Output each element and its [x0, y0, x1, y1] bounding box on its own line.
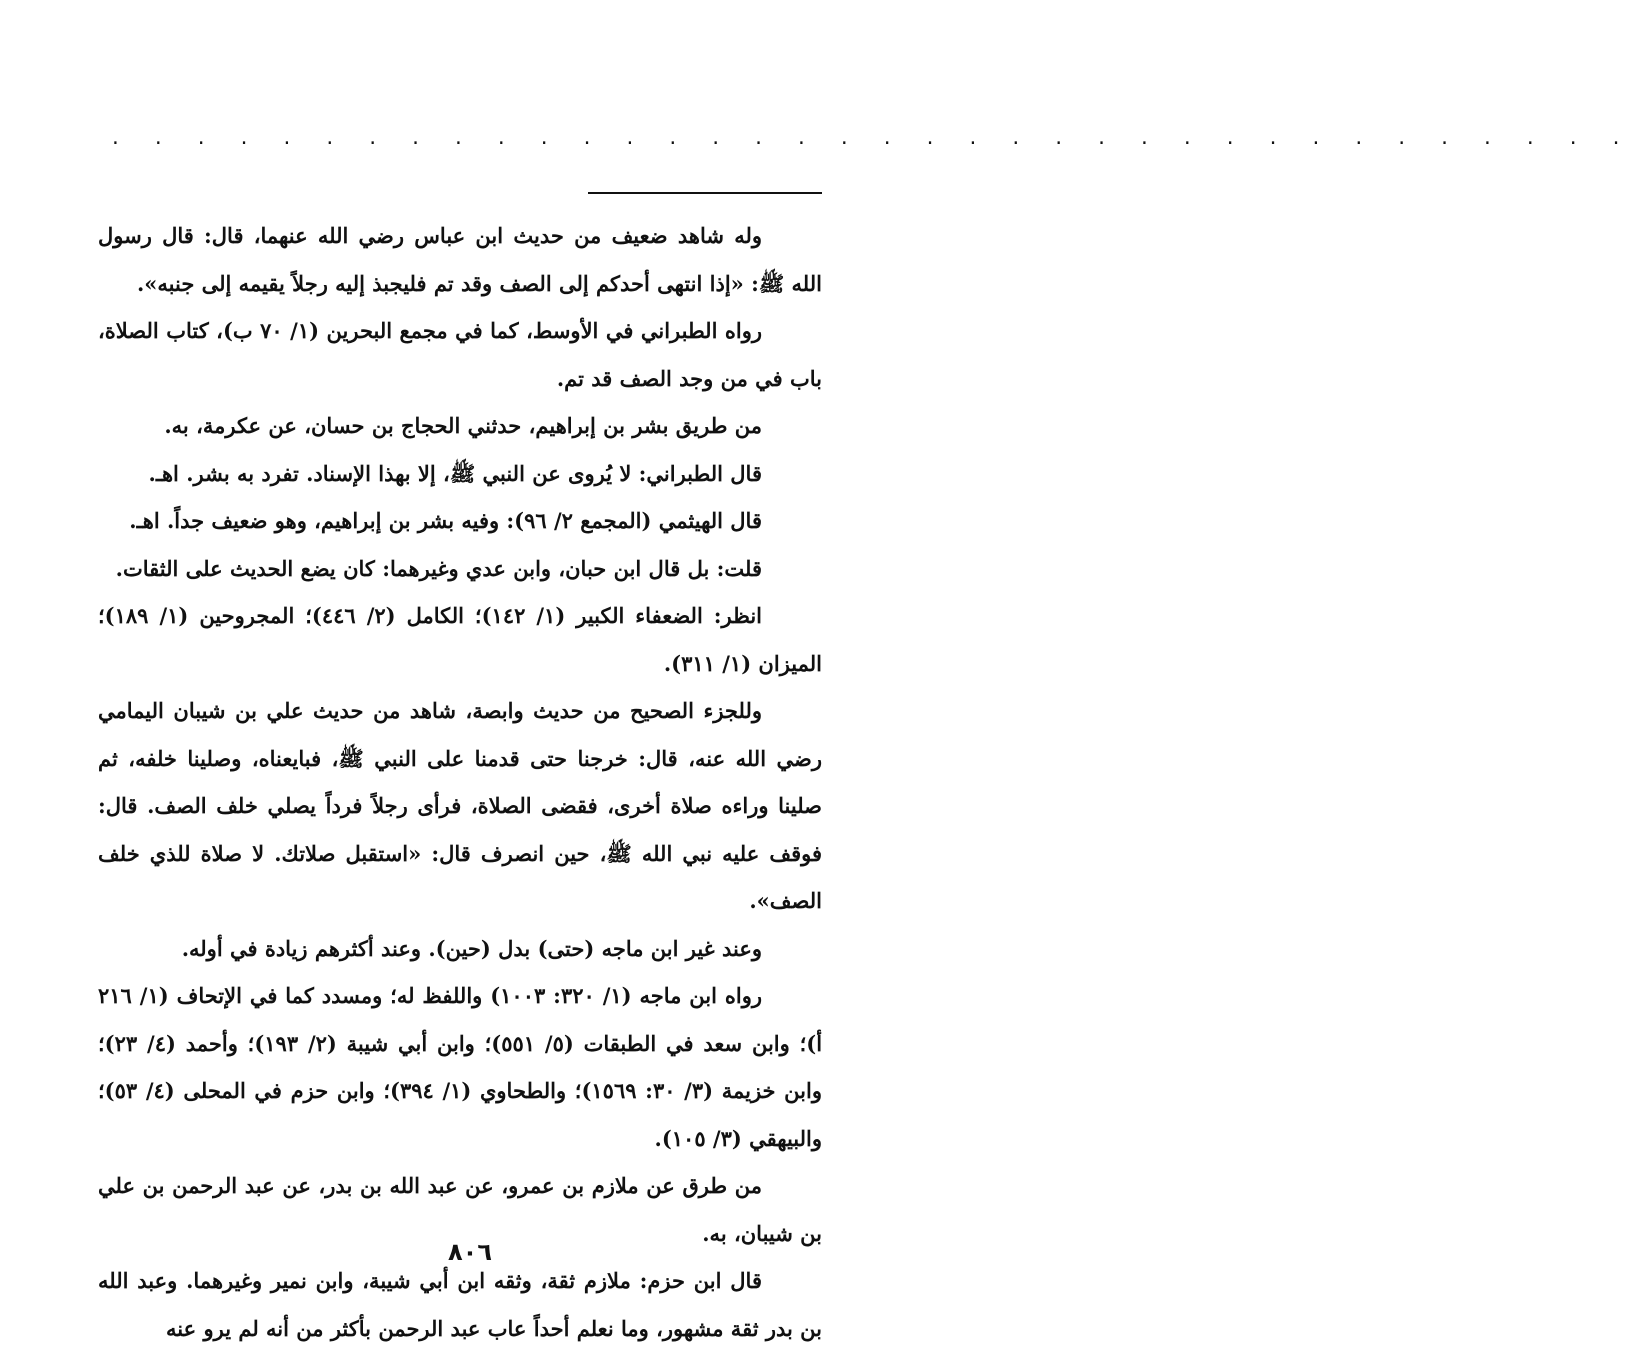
- paragraph: وعند غير ابن ماجه (حتى) بدل (حين). وعند أكثرهم زيادة في أوله.: [181, 935, 762, 961]
- paragraph: رواه الطبراني في الأوسط، كما في مجمع البحرين (١/ ٧٠ ب)، كتاب الصلاة، باب في من وجد الصف قد تم.: [98, 318, 822, 391]
- paragraph: رواه ابن ماجه (١/ ٣٢٠: ١٠٠٣) واللفظ له؛ ومسدد كما في الإتحاف (١/ ٢١٦ أ)؛ وابن سعد في الطبقات (٥/ ٥٥١)؛ وابن أبي شيبة (٢/ ١٩٣)؛ وأحمد (٤/ ٢٣)؛ وابن خزيمة (٣/ ٣٠: ١٥٦٩)؛ والطحاوي (١/ ٣٩٤)؛ وابن حزم في المحلى (٤/ ٥٣)؛ والبيهقي (٣/ ١٠٥).: [98, 983, 823, 1151]
- page-number: ٨٠٦: [448, 1238, 492, 1266]
- paragraph: قلت: بل قال ابن حبان، وابن عدي وغيرهما: كان يضع الحديث على الثقات.: [115, 555, 762, 581]
- paragraph: من طريق بشر بن إبراهيم، حدثني الحجاج بن حسان، عن عكرمة، به.: [164, 413, 762, 438]
- paragraph: قال الهيثمي (المجمع ٢/ ٩٦): وفيه بشر بن إبراهيم، وهو ضعيف جداً. اهـ.: [129, 508, 762, 533]
- paragraph: انظر: الضعفاء الكبير (١/ ١٤٢)؛ الكامل (٢/ ٤٤٦)؛ المجروحين (١/ ١٨٩)؛ الميزان (١/ ٣١١).: [98, 603, 822, 676]
- paragraph: وله شاهد ضعيف من حديث ابن عباس رضي الله عنهما، قال: قال رسول الله ﷺ: «إذا انتهى أحدكم إلى الصف وقد تم فليجبذ إليه رجلاً يقيمه إلى جنبه».: [98, 223, 822, 296]
- paragraph: وللجزء الصحيح من حديث وابصة، شاهد من حديث علي بن شيبان اليمامي رضي الله عنه، قال: خرجنا حتى قدمنا على النبي ﷺ، فبايعناه، وصلينا خلفه، ثم صلينا وراءه صلاة أخرى، فقضى الصلاة، فرأى رجلاً فرداً يصلي خلف الصف. قال: فوقف عليه نبي الله ﷺ، حين انصرف قال: «استقبل صلاتك. لا صلاة للذي خلف الصف».: [98, 698, 822, 913]
- footnote-rule: [588, 192, 822, 194]
- paragraph: قال الطبراني: لا يُروى عن النبي ﷺ، إلا بهذا الإسناد. تفرد به بشر. اهـ.: [148, 460, 762, 486]
- paragraph: قال ابن حزم: ملازم ثقة، وثقه ابن أبي شيبة، وابن نمير وغيرهما. وعبد الله بن بدر ثقة مشهور، وما نعلم أحداً عاب عبد الرحمن بأكثر من أنه لم يرو عنه: [98, 1268, 822, 1341]
- footnote-body: [98, 212, 822, 1352]
- dotted-separator: . . . . . . . . . . . . . . . . . . . . . . . . . . . . . . . . . . . .: [110, 128, 1632, 149]
- paragraph: من طرق عن ملازم بن عمرو، عن عبد الله بن بدر، عن عبد الرحمن بن علي بن شيبان، به.: [98, 1173, 822, 1246]
